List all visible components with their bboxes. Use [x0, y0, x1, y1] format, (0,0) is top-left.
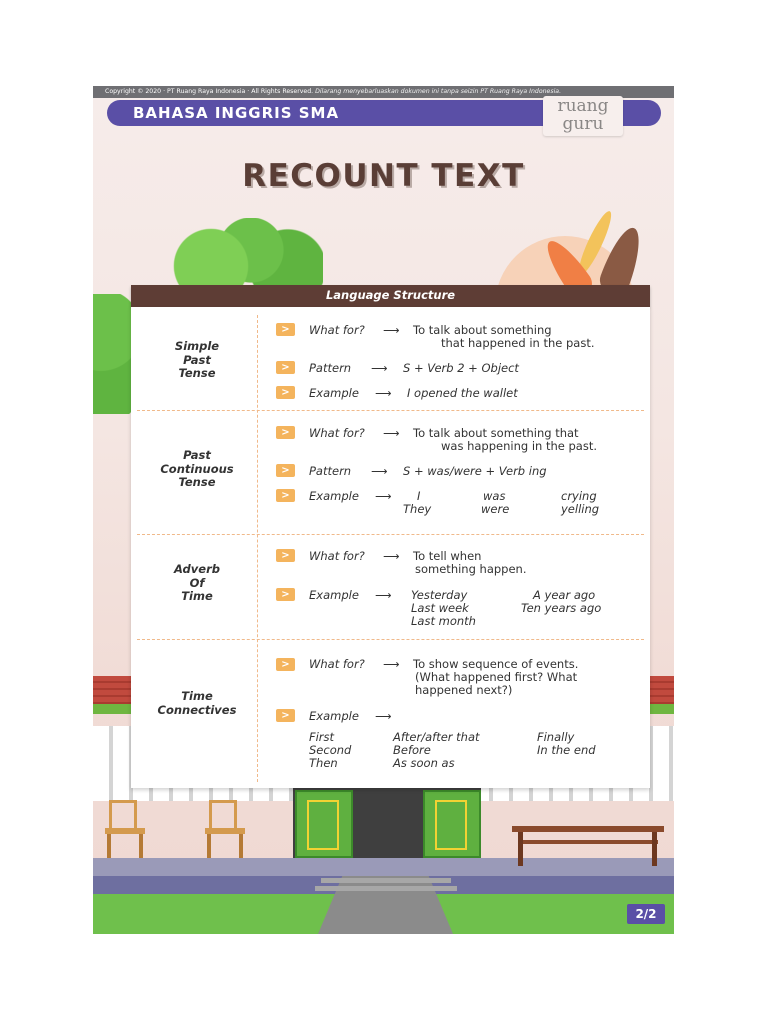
what-for-text: To talk about something that	[413, 426, 579, 440]
roof-decoration	[93, 676, 131, 704]
chair-decoration	[105, 800, 145, 858]
roof-decoration	[650, 676, 674, 704]
pattern-text: S + was/were + Verb ing	[403, 464, 547, 478]
row-category-time-connectives: Time Connectives	[157, 689, 237, 717]
row-category-adverb-of-time: Adverb Of Time	[174, 562, 220, 603]
pattern-label: Pattern	[309, 361, 352, 375]
arrow-icon: ⟶	[383, 323, 400, 337]
language-structure-table	[131, 307, 650, 788]
pattern-text: S + Verb 2 + Object	[403, 361, 519, 375]
row-divider	[137, 410, 644, 411]
bullet-icon: >	[276, 323, 295, 336]
door-decoration	[423, 790, 481, 858]
section-header	[131, 285, 650, 307]
worksheet-page	[93, 86, 674, 934]
example-verb: was	[483, 489, 506, 503]
connective-item: In the end	[537, 743, 596, 757]
tree-decoration	[93, 294, 133, 414]
example-subject: I	[417, 489, 421, 503]
door-decoration	[295, 790, 353, 858]
example-label: Example	[309, 489, 359, 503]
example-label: Example	[309, 588, 359, 602]
what-for-text: something happen.	[415, 562, 527, 576]
row-category-past-continuous: Past Continuous Tense	[160, 448, 234, 489]
row-category-simple-past: Simple Past Tense	[174, 339, 220, 380]
what-for-text: (What happened first? What	[415, 670, 578, 684]
what-for-text: happened next?)	[415, 683, 513, 697]
arrow-icon: ⟶	[375, 386, 392, 400]
what-for-label: What for?	[309, 657, 365, 671]
example-subject: They	[403, 502, 432, 516]
example-verb: were	[481, 502, 510, 516]
connective-item: As soon as	[393, 756, 455, 770]
what-for-text: was happening in the past.	[441, 439, 598, 453]
connective-item: Second	[309, 743, 352, 757]
logo-text-top: ruang	[557, 96, 609, 116]
step-decoration	[321, 878, 451, 883]
arrow-icon: ⟶	[375, 588, 392, 602]
example-item: Last month	[411, 614, 476, 628]
step-decoration	[315, 886, 457, 891]
example-item: Ten years ago	[521, 601, 602, 615]
bullet-icon: >	[276, 588, 295, 601]
bench-decoration	[512, 826, 664, 866]
example-item: Yesterday	[411, 588, 468, 602]
pattern-label: Pattern	[309, 464, 352, 478]
connective-item: After/after that	[393, 730, 480, 744]
example-label: Example	[309, 386, 359, 400]
row-divider	[137, 639, 644, 640]
connective-item: Finally	[537, 730, 575, 744]
what-for-label: What for?	[309, 323, 365, 337]
bullet-icon: >	[276, 361, 295, 374]
example-item: A year ago	[533, 588, 596, 602]
example-item: Last week	[411, 601, 469, 615]
bullet-icon: >	[276, 658, 295, 671]
arrow-icon: ⟶	[371, 464, 388, 478]
example-text: I opened the wallet	[407, 386, 518, 400]
bullet-icon: >	[276, 489, 295, 502]
connective-item: Then	[309, 756, 338, 770]
chair-decoration	[205, 800, 245, 858]
arrow-icon: ⟶	[383, 426, 400, 440]
bullet-icon: >	[276, 464, 295, 477]
what-for-label: What for?	[309, 426, 365, 440]
logo-text-bottom: guru	[562, 114, 604, 134]
section-header-label: Language Structure	[325, 288, 456, 302]
page-number-badge: 2/2	[627, 904, 665, 924]
ruangguru-logo	[543, 96, 623, 136]
bullet-icon: >	[276, 549, 295, 562]
arrow-icon: ⟶	[371, 361, 388, 375]
arrow-icon: ⟶	[375, 709, 392, 723]
example-ing: yelling	[561, 502, 600, 516]
what-for-text: To tell when	[413, 549, 482, 563]
what-for-text: To show sequence of events.	[413, 657, 579, 671]
copyright-prohibition: Dilarang menyebarluaskan dokumen ini tanpa seizin PT Ruang Raya Indonesia.	[315, 88, 562, 95]
arrow-icon: ⟶	[375, 489, 392, 503]
what-for-label: What for?	[309, 549, 365, 563]
column-divider	[257, 315, 258, 782]
arrow-icon: ⟶	[383, 657, 400, 671]
subject-title: BAHASA INGGRIS SMA	[133, 104, 340, 122]
what-for-text: that happened in the past.	[441, 336, 595, 350]
connective-item: First	[309, 730, 335, 744]
connective-item: Before	[393, 743, 431, 757]
arrow-icon: ⟶	[383, 549, 400, 563]
what-for-text: To talk about something	[413, 323, 552, 337]
example-label: Example	[309, 709, 359, 723]
bullet-icon: >	[276, 386, 295, 399]
row-divider	[137, 534, 644, 535]
bullet-icon: >	[276, 426, 295, 439]
example-ing: crying	[561, 489, 597, 503]
copyright-notice: Copyright © 2020 · PT Ruang Raya Indonesia · All Rights Reserved.	[105, 88, 314, 95]
bullet-icon: >	[276, 709, 295, 722]
page-title: RECOUNT TEXT	[242, 158, 525, 194]
